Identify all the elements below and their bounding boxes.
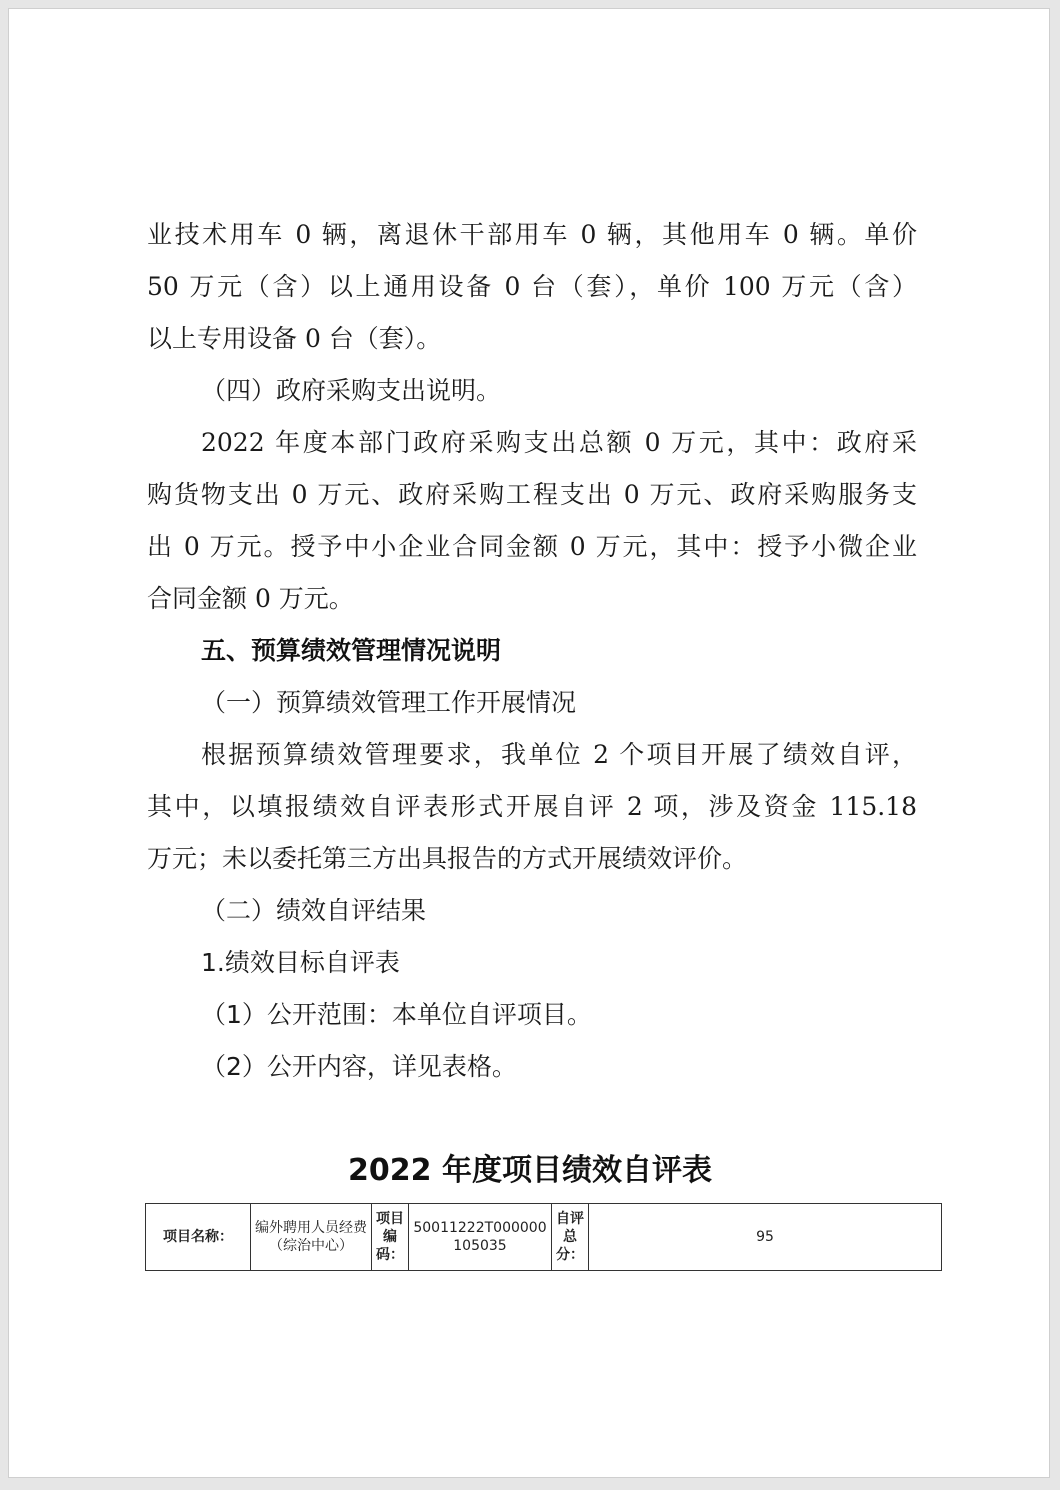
paragraph-line: 出 0 万元。授予中小企业合同金额 0 万元，其中：授予小微企业 [147,532,917,561]
evaluation-table [145,1203,942,1271]
paragraph-line: 购货物支出 0 万元、政府采购工程支出 0 万元、政府采购服务支 [147,480,917,509]
project-name-value: 编外聘用人员经费（综治中心） [251,1204,372,1271]
list-heading: 1.绩效目标自评表 [201,948,400,977]
paragraph-line: 根据预算绩效管理要求，我单位 2 个项目开展了绩效自评， [201,740,917,769]
document-page [8,8,1050,1478]
paragraph-line: 以上专用设备 0 台（套）。 [147,324,442,353]
paragraph-line: 业技术用车 0 辆，离退休干部用车 0 辆，其他用车 0 辆。单价 [147,220,917,249]
score-label: 自评总分： [552,1204,589,1271]
section-heading-4: （四）政府采购支出说明。 [201,376,502,405]
project-code-value: 50011222T000000105035 [409,1204,552,1271]
paragraph-line: 2022 年度本部门政府采购支出总额 0 万元，其中：政府采 [201,428,917,457]
paragraph-line: 万元；未以委托第三方出具报告的方式开展绩效评价。 [147,844,748,873]
paragraph-line: 50 万元（含）以上通用设备 0 台（套），单价 100 万元（含） [147,272,917,301]
project-code-label: 项目编码： [372,1204,409,1271]
list-item: （1）公开范围：本单位自评项目。 [201,1000,592,1029]
subsection-heading-2: （二）绩效自评结果 [201,896,427,925]
score-value: 95 [589,1204,942,1271]
subsection-heading-1: （一）预算绩效管理工作开展情况 [201,688,577,717]
section-heading-5: 五、预算绩效管理情况说明 [201,636,502,665]
paragraph-line: 其中，以填报绩效自评表形式开展自评 2 项，涉及资金 115.18 [147,792,917,821]
paragraph-line: 合同金额 0 万元。 [147,584,354,613]
table-title: 2022 年度项目绩效自评表 [348,1153,712,1188]
table-row [146,1204,942,1271]
list-item: （2）公开内容，详见表格。 [201,1052,517,1081]
project-name-label: 项目名称： [146,1204,251,1271]
